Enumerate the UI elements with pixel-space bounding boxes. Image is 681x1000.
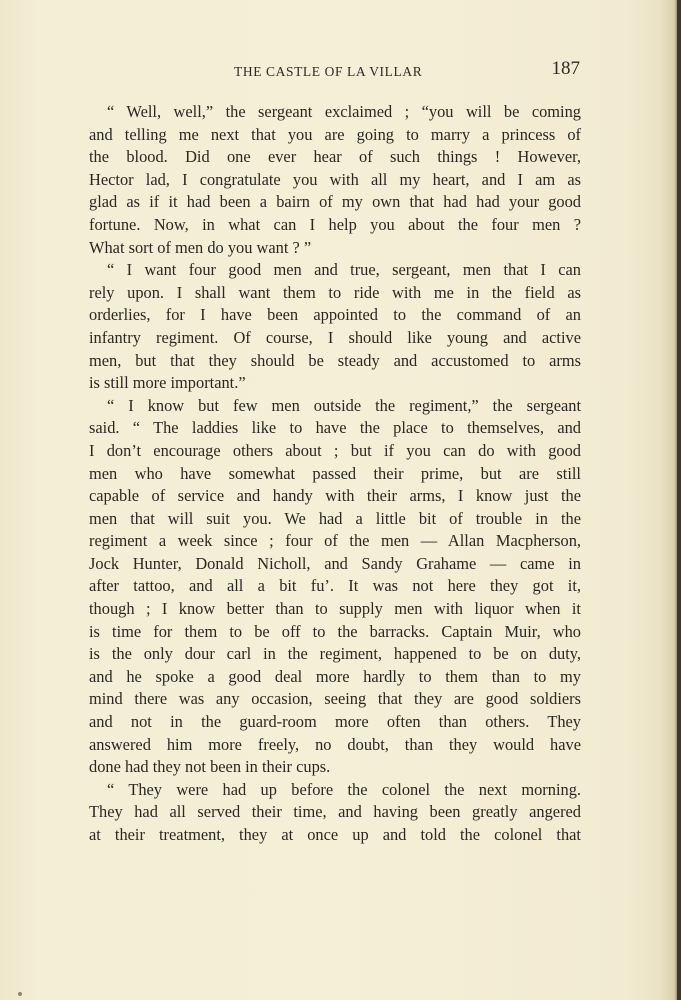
text-line: answered him more freely, no doubt, than they would have (89, 734, 581, 754)
text-line: men that will suit you. We had a little bit of trouble in the (89, 508, 581, 528)
text-line: men, but that they should be steady and accustomed to arms (89, 350, 581, 370)
text-line: at their treatment, they at once up and told the colonel that (89, 825, 581, 844)
page-number: 187 (551, 58, 580, 79)
page-edge-shadow (677, 0, 681, 1000)
text-line: They had all served their time, and having been greatly angered (89, 802, 581, 822)
text-line: Jock Hunter, Donald Nicholl, and Sandy Grahame — came in (89, 553, 581, 573)
text-line: done had they not been in their cups. (89, 757, 331, 777)
text-line: capable of service and handy with their arms, I know just the (89, 486, 581, 506)
text-line: “ I want four good men and true, sergeant, men that I can (107, 260, 581, 280)
text-line: though ; I know better than to supply men with liquor when it (89, 599, 581, 619)
page-header (88, 58, 582, 88)
text-line: I don’t encourage others about ; but if you can do with good (89, 440, 581, 460)
text-line: and telling me next that you are going to marry a princess of (89, 124, 581, 144)
text-line: “ Well, well,” the sergeant exclaimed ; “you will be coming (107, 102, 581, 121)
text-line: glad as if it had been a bairn of my own that had had your good (89, 192, 581, 212)
text-line: and not in the guard-room more often than others. They (89, 712, 581, 732)
text-line: orderlies, for I have been appointed to the command of an (89, 305, 581, 325)
text-line: What sort of men do you want ? ” (89, 237, 312, 257)
text-line: said. “ The laddies like to have the place to themselves, and (89, 418, 581, 438)
text-line: “ They were had up before the colonel the next morning. (107, 779, 581, 799)
paper-speck (18, 992, 22, 996)
text-line: is the only dour carl in the regiment, happened to be on duty, (89, 644, 581, 664)
text-line: the blood. Did one ever hear of such things ! However, (89, 147, 581, 167)
text-line: regiment a week since ; four of the men — Allan Macpherson, (89, 531, 581, 551)
text-line: is time for them to be off to the barracks. Captain Muir, who (89, 621, 581, 641)
text-line: Hector lad, I congratulate you with all my heart, and I am as (89, 169, 581, 189)
text-line: and he spoke a good deal more hardly to them than to my (89, 666, 581, 686)
text-line: fortune. Now, in what can I help you about the four men ? (89, 214, 581, 234)
running-title: THE CASTLE OF LA VILLAR (234, 64, 423, 79)
body-text (89, 101, 581, 847)
text-line: rely upon. I shall want them to ride with me in the field as (89, 282, 581, 302)
text-line: infantry regiment. Of course, I should like young and active (89, 327, 581, 347)
text-line: men who have somewhat passed their prime, but are still (89, 463, 581, 483)
text-line: mind there was any occasion, seeing that they are good soldiers (89, 689, 581, 709)
text-line: is still more important.” (89, 373, 246, 393)
text-line: after tattoo, and all a bit fu’. It was not here they got it, (89, 576, 581, 596)
text-line: “ I know but few men outside the regiment,” the sergeant (107, 395, 581, 415)
